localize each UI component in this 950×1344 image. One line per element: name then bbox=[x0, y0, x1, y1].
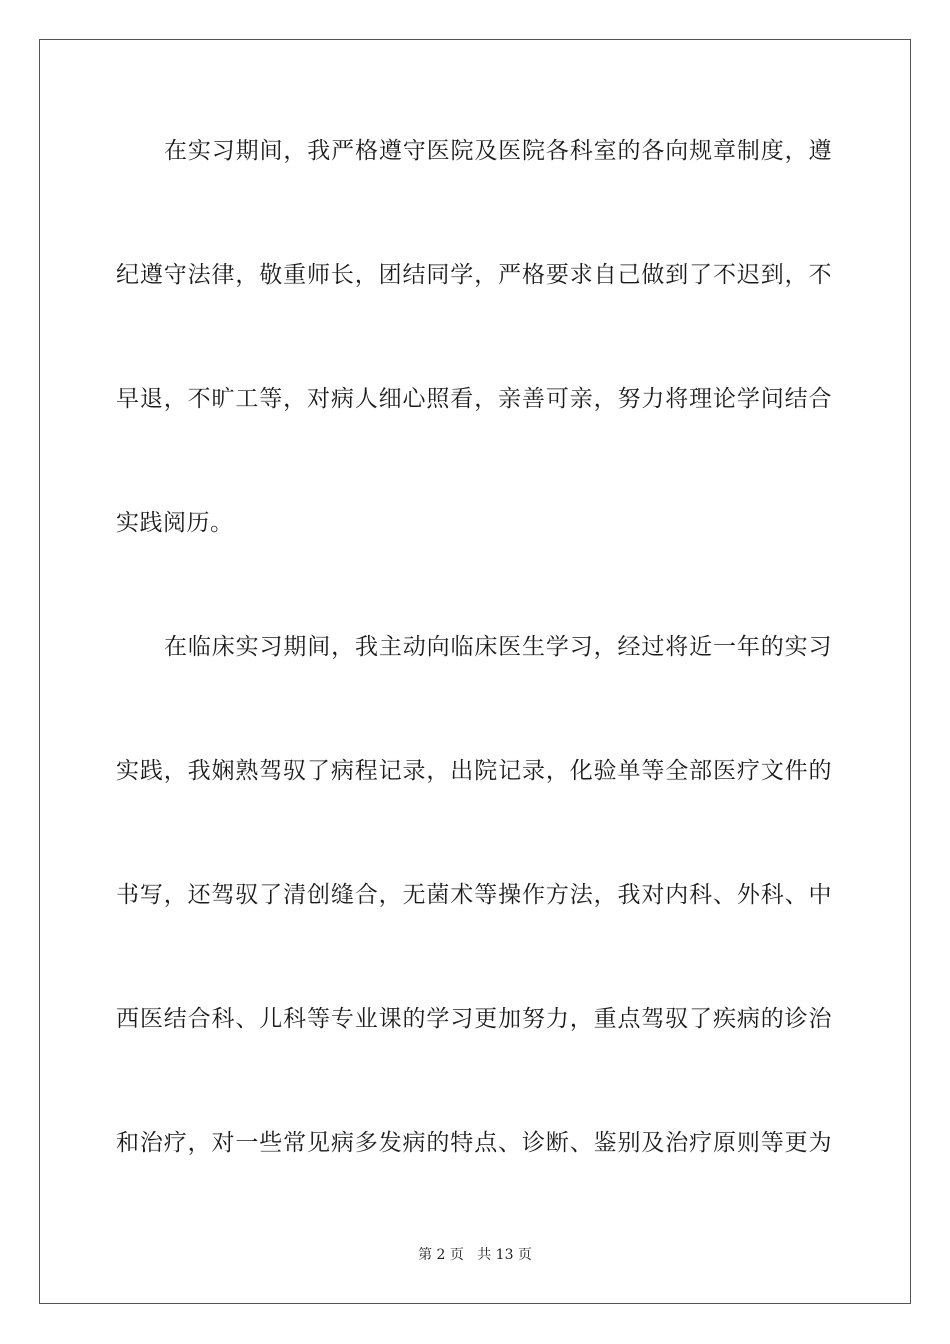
page-border bbox=[39, 39, 911, 1304]
paragraph-2-line-5: 和治疗，对一些常见病多发病的特点、诊断、鉴别及治疗原则等更为 bbox=[116, 1130, 832, 1156]
paragraph-1-line-2: 纪遵守法律，敬重师长，团结同学，严格要求自己做到了不迟到，不 bbox=[116, 262, 832, 288]
paragraph-2-line-1: 在临床实习期间，我主动向临床医生学习，经过将近一年的实习 bbox=[164, 634, 832, 660]
paragraph-1-line-3: 早退，不旷工等，对病人细心照看，亲善可亲，努力将理论学问结合 bbox=[116, 386, 832, 412]
paragraph-1-line-1: 在实习期间，我严格遵守医院及医院各科室的各向规章制度，遵 bbox=[164, 138, 832, 164]
page-number-footer: 第 2 页 共 13 页 bbox=[418, 1247, 532, 1263]
paragraph-2-line-4: 西医结合科、儿科等专业课的学习更加努力，重点驾驭了疾病的诊治 bbox=[116, 1006, 832, 1032]
paragraph-1-line-4: 实践阅历。 bbox=[116, 510, 234, 536]
paragraph-2-line-2: 实践，我娴熟驾驭了病程记录，出院记录，化验单等全部医疗文件的 bbox=[116, 758, 832, 784]
paragraph-2-line-3: 书写，还驾驭了清创缝合，无菌术等操作方法，我对内科、外科、中 bbox=[116, 882, 832, 908]
